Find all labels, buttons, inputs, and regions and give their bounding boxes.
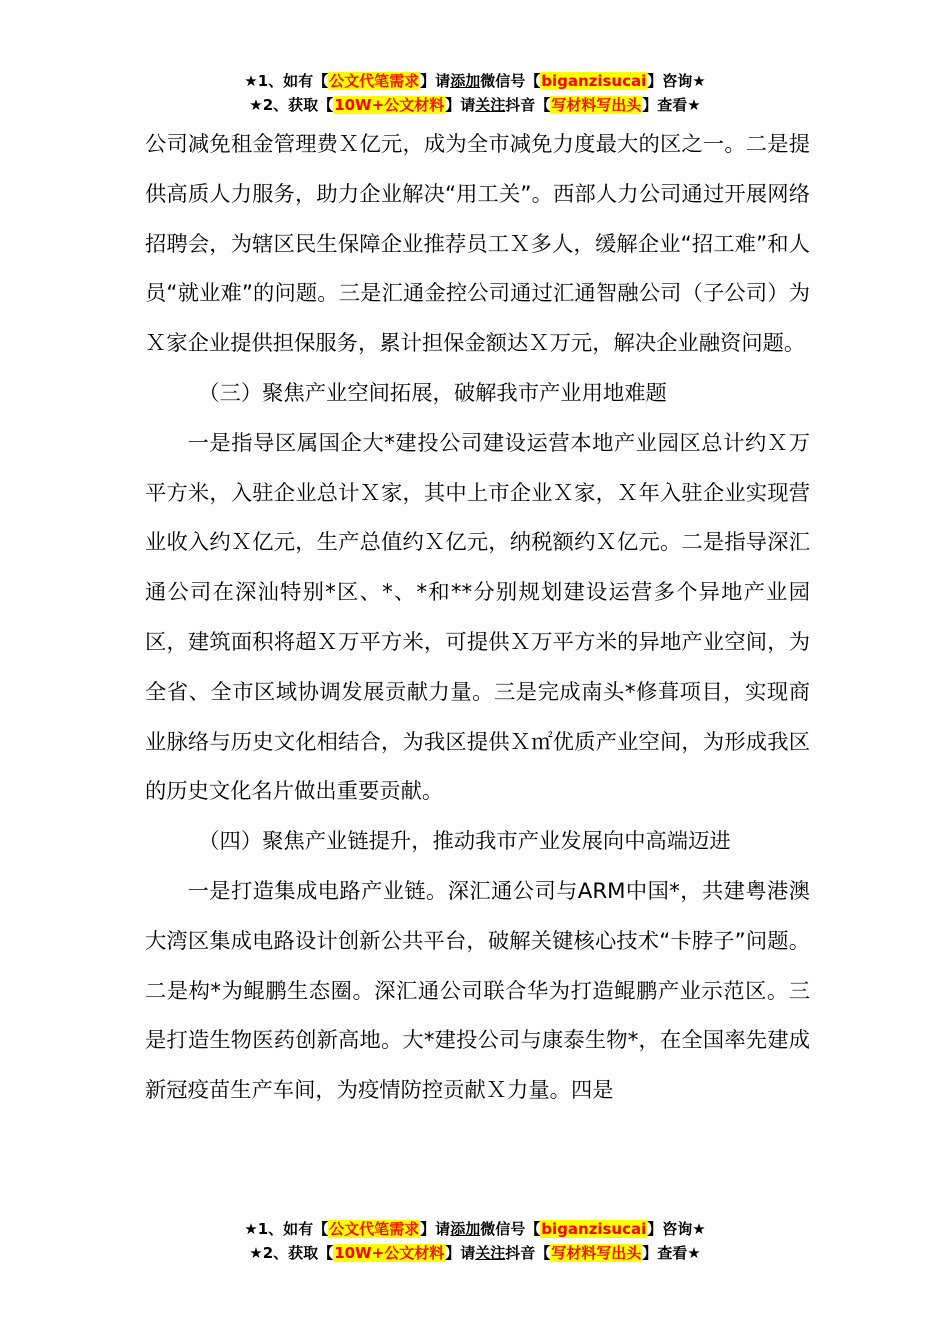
header-banner xyxy=(0,69,950,117)
banner-line-2: ★2、获取【10W+公文材料】请关注抖音【写材料写出头】查看★ xyxy=(249,1244,701,1262)
highlight-douyin: 写材料写出头 xyxy=(551,96,642,114)
banner-line-2: ★2、获取【10W+公文材料】请关注抖音【写材料写出头】查看★ xyxy=(249,96,701,114)
highlight-wechat-id: biganzisucai xyxy=(541,1220,647,1238)
paragraph-continued: 公司减免租金管理费Ｘ亿元，成为全市减免力度最大的区之一。二是提供高质人力服务，助力企业解决“用工关”。西部人力公司通过开展网络招聘会，为辖区民生保障企业推荐员工Ｘ多人，缓解企业“招工难”和人员“就业难”的问题。三是汇通金控公司通过汇通智融公司（子公司）为Ｘ家企业提供担保服务，累计担保金额达Ｘ万元，解决企业融资问题。 xyxy=(145,132,810,357)
highlight-materials: 10W+公文材料 xyxy=(334,96,445,114)
section-heading-3: （三）聚焦产业空间拓展，破解我市产业用地难题 xyxy=(198,380,667,406)
document-body xyxy=(145,120,810,1116)
paragraph-industry-chain: 一是打造集成电路产业链。深汇通公司与ARM中国*，共建粤港澳大湾区集成电路设计创新公共平台，破解关键核心技术“卡脖子”问题。二是构*为鲲鹏生态圈。深汇通公司联合华为打造鲲鹏产业示范区。三是打造生物医药创新高地。大*建投公司与康泰生物*，在全国率先建成新冠疫苗生产车间，为疫情防控贡献Ｘ力量。四是 xyxy=(145,878,810,1104)
section-heading-4: （四）聚焦产业链提升，推动我市产业发展向中高端迈进 xyxy=(198,829,731,855)
highlight-service: 公文代笔需求 xyxy=(329,1220,420,1238)
banner-line-1: ★1、如有【公文代笔需求】请添加微信号【biganzisucai】咨询★ xyxy=(244,72,706,90)
highlight-materials: 10W+公文材料 xyxy=(334,1244,445,1262)
paragraph-industrial-space: 一是指导区属国企大*建投公司建设运营本地产业园区总计约Ｘ万平方米，入驻企业总计Ｘ家，其中上市企业Ｘ家，Ｘ年入驻企业实现营业收入约Ｘ亿元，生产总值约Ｘ亿元，纳税额约Ｘ亿元。二是指导深汇通公司在深汕特别*区、*、*和**分别规划建设运营多个异地产业园区，建筑面积将超Ｘ万平方米，可提供Ｘ万平方米的异地产业空间，为全省、全市区域协调发展贡献力量。三是完成南头*修葺项目，实现商业脉络与历史文化相结合，为我区提供Ｘ㎡优质产业空间，为形成我区的历史文化名片做出重要贡献。 xyxy=(145,430,810,805)
highlight-douyin: 写材料写出头 xyxy=(551,1244,642,1262)
highlight-service: 公文代笔需求 xyxy=(329,72,420,90)
footer-banner xyxy=(0,1217,950,1265)
banner-line-1: ★1、如有【公文代笔需求】请添加微信号【biganzisucai】咨询★ xyxy=(244,1220,706,1238)
highlight-wechat-id: biganzisucai xyxy=(541,72,647,90)
